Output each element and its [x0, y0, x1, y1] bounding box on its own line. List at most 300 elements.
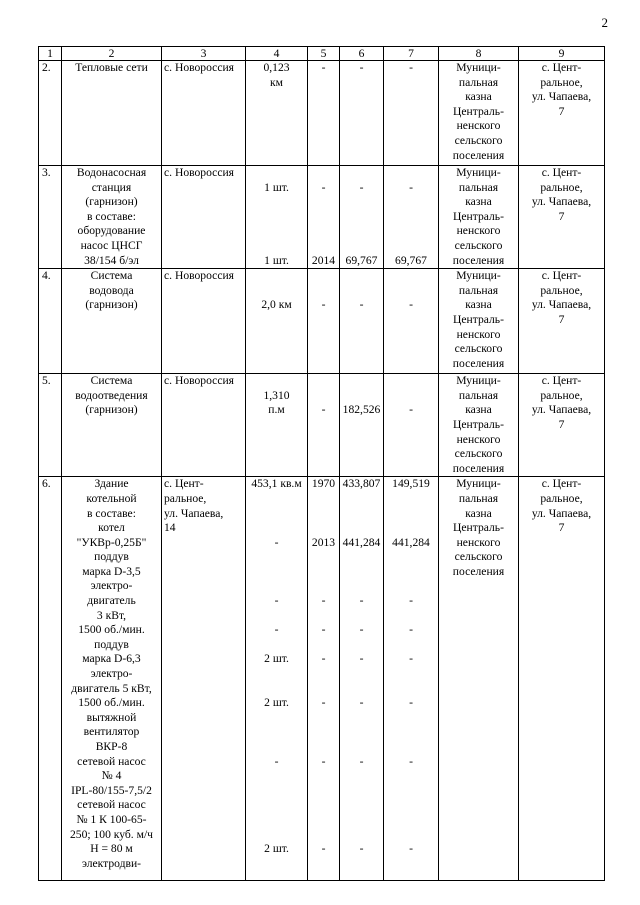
cell-line [385, 740, 437, 755]
cell-line: - [409, 61, 413, 74]
cell-line: Н = 80 м [90, 842, 133, 856]
cell-line: (гарнизон) [85, 195, 138, 209]
cell-line: 14 [164, 521, 176, 535]
cell-line [247, 725, 306, 740]
cell-line: марка D-3,5 [82, 564, 141, 578]
cell-line [385, 550, 437, 565]
cell-line: пальная [458, 388, 499, 402]
cell-line: поддув [94, 637, 129, 651]
cell-line: 441,284 [392, 535, 430, 549]
cell-line [385, 239, 437, 254]
header-cell: 6 [340, 47, 384, 61]
header-cell: 9 [519, 47, 605, 61]
cell-line: 69,767 [345, 253, 378, 267]
cell-line [385, 565, 437, 580]
cell-line: 1,310 [263, 388, 290, 402]
cell-line [341, 579, 382, 594]
cell-line: электродви- [81, 856, 142, 870]
header-cell: 5 [308, 47, 340, 61]
address-cell [519, 374, 605, 477]
cell-line: казна [465, 403, 492, 417]
cell-line [309, 507, 338, 522]
cell-line [247, 579, 306, 594]
cell-line [309, 813, 338, 828]
cell-line: в составе: [87, 506, 136, 520]
cell-line [341, 374, 382, 389]
cell-line: ул. Чапаева, [531, 90, 592, 104]
cell-line [385, 682, 437, 697]
cell-line: сельского [454, 550, 503, 564]
cell-line [247, 284, 306, 299]
cell-line: 149,519 [392, 477, 430, 491]
cell-line: 1500 об./мин. [78, 623, 145, 637]
year-cell [308, 374, 340, 477]
cell-line [309, 798, 338, 813]
cell-line [309, 195, 338, 210]
cell-line: сельского [454, 447, 503, 461]
row-number-cell: 5. [39, 374, 62, 477]
cell-line: - [321, 594, 326, 608]
cell-line: ральное, [540, 283, 583, 297]
cell-line [385, 224, 437, 239]
address-cell [519, 61, 605, 166]
cell-line [247, 492, 306, 507]
cell-line: котел [98, 521, 125, 535]
cell-line: с. Новороссия [164, 269, 235, 283]
cell-line: 38/154 б/эл [84, 253, 139, 267]
cell-line: ральное, [164, 491, 207, 505]
cell-line [309, 740, 338, 755]
cell-line: с. Новороссия [164, 166, 235, 179]
cell-line [385, 784, 437, 799]
cell-line: с. Цент- [541, 61, 582, 74]
cell-line: 7 [558, 209, 565, 223]
cell-line: Тепловые сети [75, 61, 148, 74]
cell-line: 1 шт. [264, 253, 289, 267]
cell-line: 441,284 [342, 535, 381, 549]
cell-line [309, 210, 338, 225]
cell-line: - [409, 842, 413, 856]
owner-cell [439, 166, 519, 269]
cell-line: ральное, [540, 388, 583, 402]
address-cell [519, 477, 605, 881]
cell-line: ул. Чапаева, [531, 506, 592, 520]
cell-line [247, 166, 306, 181]
page-number: 2 [601, 15, 608, 30]
cell-line [309, 638, 338, 653]
cell-line [309, 579, 338, 594]
cell-line: - [359, 842, 364, 856]
cell-line [309, 667, 338, 682]
cell-line: ненского [456, 119, 501, 133]
cell-line: 2 шт. [264, 696, 289, 710]
cell-line: ральное, [540, 180, 583, 194]
cell-line: ральное, [540, 491, 583, 505]
cell-line: 7 [558, 312, 565, 326]
cell-line: водовода [89, 283, 134, 297]
cell-line: оборудование [77, 224, 146, 238]
cell-line: "УКВр-0,25Б" [76, 535, 147, 549]
cell-line: - [321, 696, 326, 710]
cell-line: 453,1 кв.м [251, 477, 302, 491]
cell-line [385, 769, 437, 784]
cell-line [385, 195, 437, 210]
cell-line: - [409, 696, 413, 710]
cell-line: марка D-6,3 [82, 652, 141, 666]
cell-line: ул. Чапаева, [531, 298, 592, 312]
owner-cell [439, 477, 519, 881]
cell-line: ул. Чапаева, [531, 403, 592, 417]
address-cell [519, 166, 605, 269]
cell-line: Муници- [456, 374, 501, 388]
year-cell [308, 477, 340, 881]
cell-line: поддув [94, 550, 129, 564]
cell-line: 69,767 [395, 253, 427, 267]
cell-line [341, 798, 382, 813]
cell-line [247, 682, 306, 697]
cell-line: сетевой насос [77, 754, 146, 768]
cell-line: - [274, 535, 279, 549]
cell-line: Централь- [453, 417, 504, 431]
table-row [39, 269, 605, 374]
cell-line: Система [90, 374, 133, 388]
cell-line: п.м [268, 403, 285, 417]
cell-line: (гарнизон) [85, 403, 138, 417]
cell-line [309, 711, 338, 726]
cell-line: сельского [454, 133, 503, 147]
cell-line: Муници- [456, 61, 501, 74]
cell-line [309, 374, 338, 389]
owner-cell [439, 269, 519, 374]
cell-line: Система [90, 269, 133, 283]
cell-line: поселения [452, 148, 505, 162]
cell-line [247, 224, 306, 239]
cell-line: ненского [456, 224, 501, 238]
cell-line [247, 667, 306, 682]
cell-line: - [321, 652, 326, 666]
cell-line [247, 195, 306, 210]
cell-line: ул. Чапаева, [531, 195, 592, 209]
cell-line [341, 609, 382, 624]
cell-line [341, 711, 382, 726]
cell-line [341, 638, 382, 653]
cell-line: пальная [458, 491, 499, 505]
cell-line: 1970 [311, 477, 336, 491]
cell-line: - [359, 180, 364, 194]
cell-line [341, 828, 382, 843]
object-name-cell [62, 374, 162, 477]
cell-line: с. Цент- [164, 477, 204, 491]
cell-line: казна [465, 195, 492, 209]
cell-line [247, 609, 306, 624]
header-row [39, 47, 605, 61]
cell-line: км [270, 75, 283, 89]
cell-line: - [409, 623, 413, 637]
cell-line [247, 521, 306, 536]
residual-value-cell [384, 166, 439, 269]
cell-line [385, 725, 437, 740]
quantity-cell [246, 374, 308, 477]
address-cell [519, 269, 605, 374]
cell-line: поселения [452, 356, 505, 370]
cell-line [341, 550, 382, 565]
cell-line [341, 269, 382, 284]
cell-line [385, 492, 437, 507]
cell-line: поселения [452, 253, 505, 267]
cell-line [385, 374, 437, 389]
cell-line [247, 638, 306, 653]
cell-line [309, 284, 338, 299]
location-cell [162, 477, 246, 881]
cell-line: с. Цент- [541, 166, 582, 179]
cell-line [309, 269, 338, 284]
cell-line: 250; 100 куб. м/ч [70, 827, 153, 841]
cell-line [309, 389, 338, 404]
cell-line: (гарнизон) [85, 298, 138, 312]
cell-line: 2 шт. [264, 652, 289, 666]
cell-line [385, 638, 437, 653]
cell-line: - [359, 594, 364, 608]
cell-line: с. Цент- [541, 269, 582, 283]
owner-cell [439, 374, 519, 477]
quantity-cell [246, 166, 308, 269]
cell-line [385, 798, 437, 813]
cell-line: - [409, 180, 413, 194]
cell-line [341, 389, 382, 404]
cell-line [247, 798, 306, 813]
cell-line: - [274, 754, 279, 768]
cell-line [341, 769, 382, 784]
cell-line [247, 813, 306, 828]
cell-line [385, 507, 437, 522]
cell-line: двигатель [87, 594, 136, 608]
cell-line [247, 210, 306, 225]
cell-line: с. Новороссия [164, 61, 235, 74]
cell-line [341, 507, 382, 522]
cell-line [247, 711, 306, 726]
cell-line: вентилятор [83, 725, 140, 739]
cell-line: 1500 об./мин. [78, 696, 145, 710]
cell-line: 433,807 [342, 477, 381, 491]
cell-line [309, 521, 338, 536]
cell-line: - [321, 61, 326, 74]
cell-line [309, 828, 338, 843]
header-cell: 1 [39, 47, 62, 61]
cell-line: 2014 [311, 253, 336, 267]
cell-line: казна [465, 506, 492, 520]
cell-line: 2 шт. [264, 842, 289, 856]
cell-line: электро- [90, 667, 133, 681]
cell-line [247, 507, 306, 522]
cell-line: сельского [454, 342, 503, 356]
cell-line: с. Новороссия [164, 374, 235, 388]
cell-line: пальная [458, 75, 499, 89]
row-number-cell: 2. [39, 61, 62, 166]
cell-line [309, 769, 338, 784]
cell-line: 3 кВт, [96, 608, 127, 622]
cell-line: ненского [456, 535, 501, 549]
location-cell [162, 374, 246, 477]
table-row [39, 61, 605, 166]
cell-line [341, 521, 382, 536]
cell-line: - [409, 652, 413, 666]
year-cell [308, 166, 340, 269]
cell-line: Централь- [453, 521, 504, 535]
object-name-cell [62, 166, 162, 269]
property-table [38, 46, 605, 881]
cell-line: 1 шт. [264, 180, 289, 194]
cell-line: 2013 [311, 535, 336, 549]
cell-line [341, 725, 382, 740]
cell-line: Централь- [453, 312, 504, 326]
cell-line [385, 389, 437, 404]
cell-line [341, 224, 382, 239]
cell-line: ВКР-8 [95, 740, 128, 753]
quantity-cell [246, 269, 308, 374]
cell-line: - [359, 652, 364, 666]
cell-line [247, 565, 306, 580]
cell-line [385, 166, 437, 181]
cell-line [385, 284, 437, 299]
cell-line [309, 166, 338, 181]
value-cell [340, 374, 384, 477]
cell-line [309, 565, 338, 580]
location-cell [162, 61, 246, 166]
cell-line [309, 609, 338, 624]
cell-line: Централь- [453, 209, 504, 223]
cell-line [385, 210, 437, 225]
cell-line: ненского [456, 432, 501, 446]
row-number-cell: 3. [39, 166, 62, 269]
year-cell [308, 61, 340, 166]
cell-line: 2,0 км [261, 298, 292, 312]
location-cell [162, 269, 246, 374]
residual-value-cell [384, 477, 439, 881]
cell-line: Муници- [456, 269, 501, 283]
cell-line: 0,123 [263, 61, 290, 74]
cell-line [247, 740, 306, 755]
cell-line [341, 813, 382, 828]
cell-line: пальная [458, 180, 499, 194]
cell-line [385, 711, 437, 726]
cell-line: - [274, 594, 279, 608]
table-row [39, 374, 605, 477]
value-cell [340, 61, 384, 166]
cell-line: - [321, 754, 326, 768]
header-cell: 2 [62, 47, 162, 61]
row-number-cell: 4. [39, 269, 62, 374]
cell-line [341, 492, 382, 507]
cell-line: IPL-80/155-7,5/2 [71, 783, 152, 797]
cell-line: - [359, 754, 364, 768]
cell-line [385, 813, 437, 828]
cell-line [341, 195, 382, 210]
value-cell [340, 477, 384, 881]
cell-line [247, 550, 306, 565]
cell-line [341, 682, 382, 697]
cell-line [341, 284, 382, 299]
cell-line: насос ЦНСГ [80, 238, 143, 252]
cell-line: 7 [558, 104, 565, 118]
cell-line [247, 769, 306, 784]
cell-line: - [321, 298, 326, 312]
cell-line: - [359, 696, 364, 710]
cell-line: - [409, 298, 413, 312]
row-number-cell: 6. [39, 477, 62, 881]
cell-line: ральное, [540, 75, 583, 89]
cell-line: сетевой насос [77, 798, 146, 812]
cell-line [341, 239, 382, 254]
value-cell [340, 166, 384, 269]
residual-value-cell [384, 374, 439, 477]
cell-line: поселения [452, 564, 505, 578]
cell-line [247, 239, 306, 254]
cell-line [341, 210, 382, 225]
object-name-cell [62, 477, 162, 881]
cell-line: - [321, 623, 326, 637]
residual-value-cell [384, 61, 439, 166]
cell-line: - [409, 403, 413, 417]
cell-line [385, 521, 437, 536]
cell-line [309, 784, 338, 799]
cell-line: - [359, 61, 364, 74]
cell-line: ул. Чапаева, [164, 506, 224, 520]
cell-line [309, 492, 338, 507]
cell-line: № 4 [101, 769, 122, 783]
cell-line: сельского [454, 238, 503, 252]
cell-line: Централь- [453, 104, 504, 118]
cell-line [309, 682, 338, 697]
header-cell: 4 [246, 47, 308, 61]
cell-line: с. Цент- [541, 374, 582, 388]
cell-line: Муници- [456, 477, 501, 491]
quantity-cell [246, 61, 308, 166]
cell-line: - [321, 180, 326, 194]
cell-line: электро- [90, 579, 133, 593]
cell-line [247, 784, 306, 799]
residual-value-cell [384, 269, 439, 374]
cell-line: - [321, 403, 326, 417]
cell-line [247, 828, 306, 843]
cell-line [385, 667, 437, 682]
cell-line: - [359, 623, 364, 637]
cell-line [341, 784, 382, 799]
cell-line: станция [91, 180, 132, 194]
cell-line: двигатель 5 кВт, [71, 681, 152, 695]
cell-line [341, 166, 382, 181]
cell-line [385, 828, 437, 843]
header-cell: 8 [439, 47, 519, 61]
cell-line: - [409, 754, 413, 768]
cell-line: Водонасосная [76, 166, 147, 179]
cell-line: казна [465, 298, 492, 312]
cell-line: 7 [558, 417, 565, 431]
header-cell: 7 [384, 47, 439, 61]
cell-line: с. Цент- [541, 477, 582, 491]
cell-line: - [359, 298, 364, 312]
cell-line: в составе: [87, 209, 136, 223]
cell-line: 182,526 [342, 403, 381, 417]
cell-line [309, 224, 338, 239]
cell-line [385, 579, 437, 594]
header-cell: 3 [162, 47, 246, 61]
cell-line [309, 725, 338, 740]
cell-line: поселения [452, 461, 505, 475]
object-name-cell [62, 61, 162, 166]
cell-line [341, 740, 382, 755]
cell-line: - [409, 594, 413, 608]
cell-line: вытяжной [86, 710, 137, 724]
